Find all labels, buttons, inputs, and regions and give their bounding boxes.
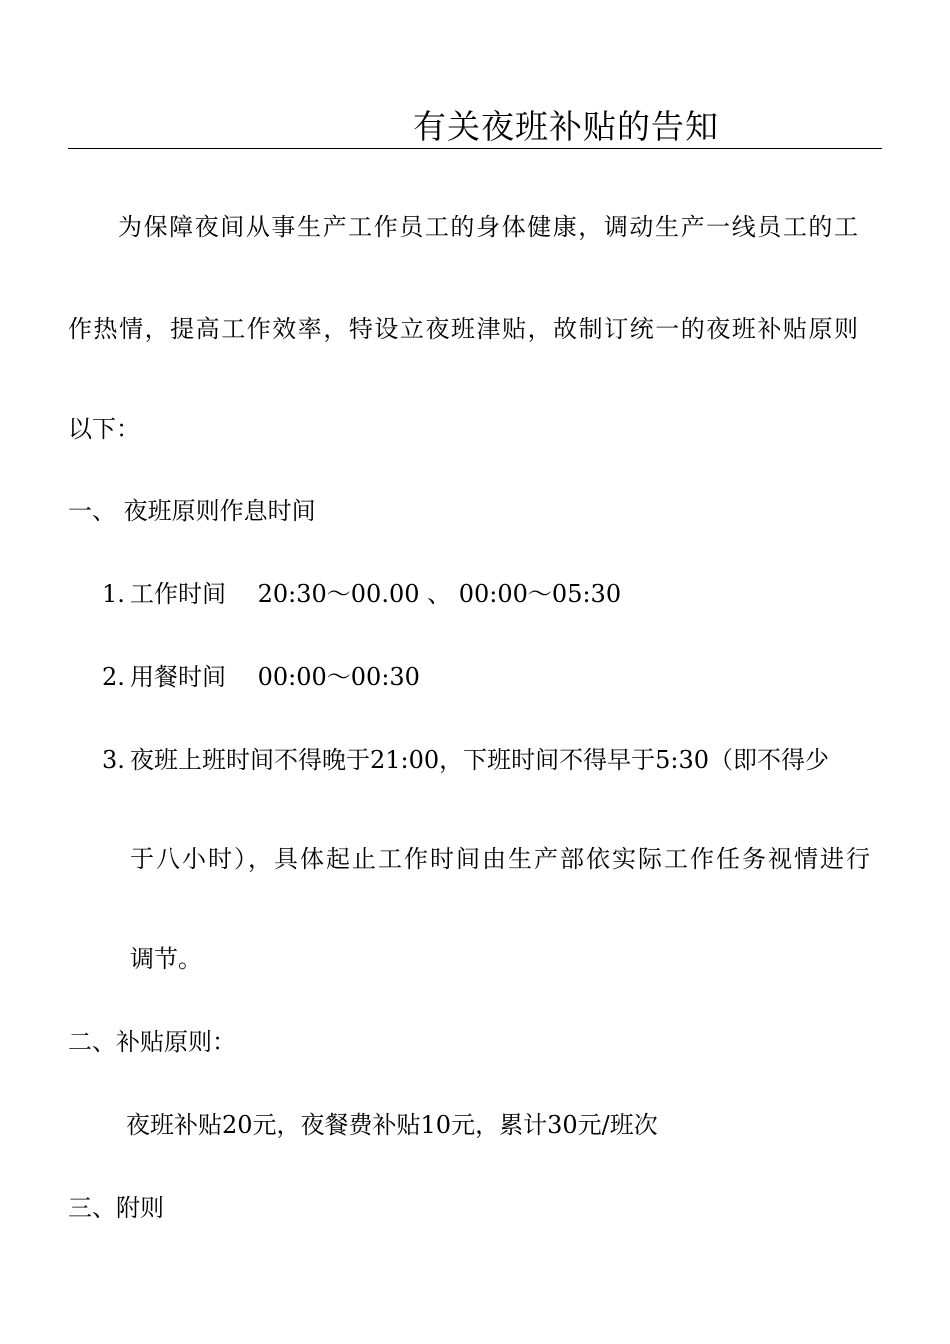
list-item <box>102 743 829 777</box>
list-item <box>102 660 420 694</box>
list-item-continuation: 于八小时），具体起止工作时间由生产部依实际工作任务视情进行 <box>130 845 870 873</box>
list-item-text: 夜班上班时间不得晚于21:00，下班时间不得早于5:30（即不得少 <box>130 746 830 774</box>
title-underline <box>68 148 882 149</box>
section-2-heading: 二、补贴原则： <box>68 1028 236 1056</box>
document-title: 有关夜班补贴的告知 <box>413 107 719 146</box>
intro-line-2: 作热情，提高工作效率，特设立夜班津贴，故制订统一的夜班补贴原则 <box>68 315 858 343</box>
intro-line-1: 为保障夜间从事生产工作员工的身体健康，调动生产一线员工的工 <box>118 213 858 241</box>
list-item-number: 1. <box>102 580 125 608</box>
list-item-text: 工作时间 20:30～00.00 、 00:00～05:30 <box>130 580 622 608</box>
list-item <box>102 577 621 611</box>
list-item-text: 用餐时间 00:00～00:30 <box>130 663 420 691</box>
section-1-heading: 一、 夜班原则作息时间 <box>68 497 316 525</box>
section-2-text: 夜班补贴20元，夜餐费补贴10元，累计30元/班次 <box>126 1111 658 1139</box>
list-item-number: 2. <box>102 663 125 691</box>
list-item-continuation: 调节。 <box>130 945 202 973</box>
section-3-heading: 三、附则 <box>68 1194 164 1222</box>
intro-line-3: 以下： <box>68 415 140 443</box>
list-item-number: 3. <box>102 746 125 774</box>
